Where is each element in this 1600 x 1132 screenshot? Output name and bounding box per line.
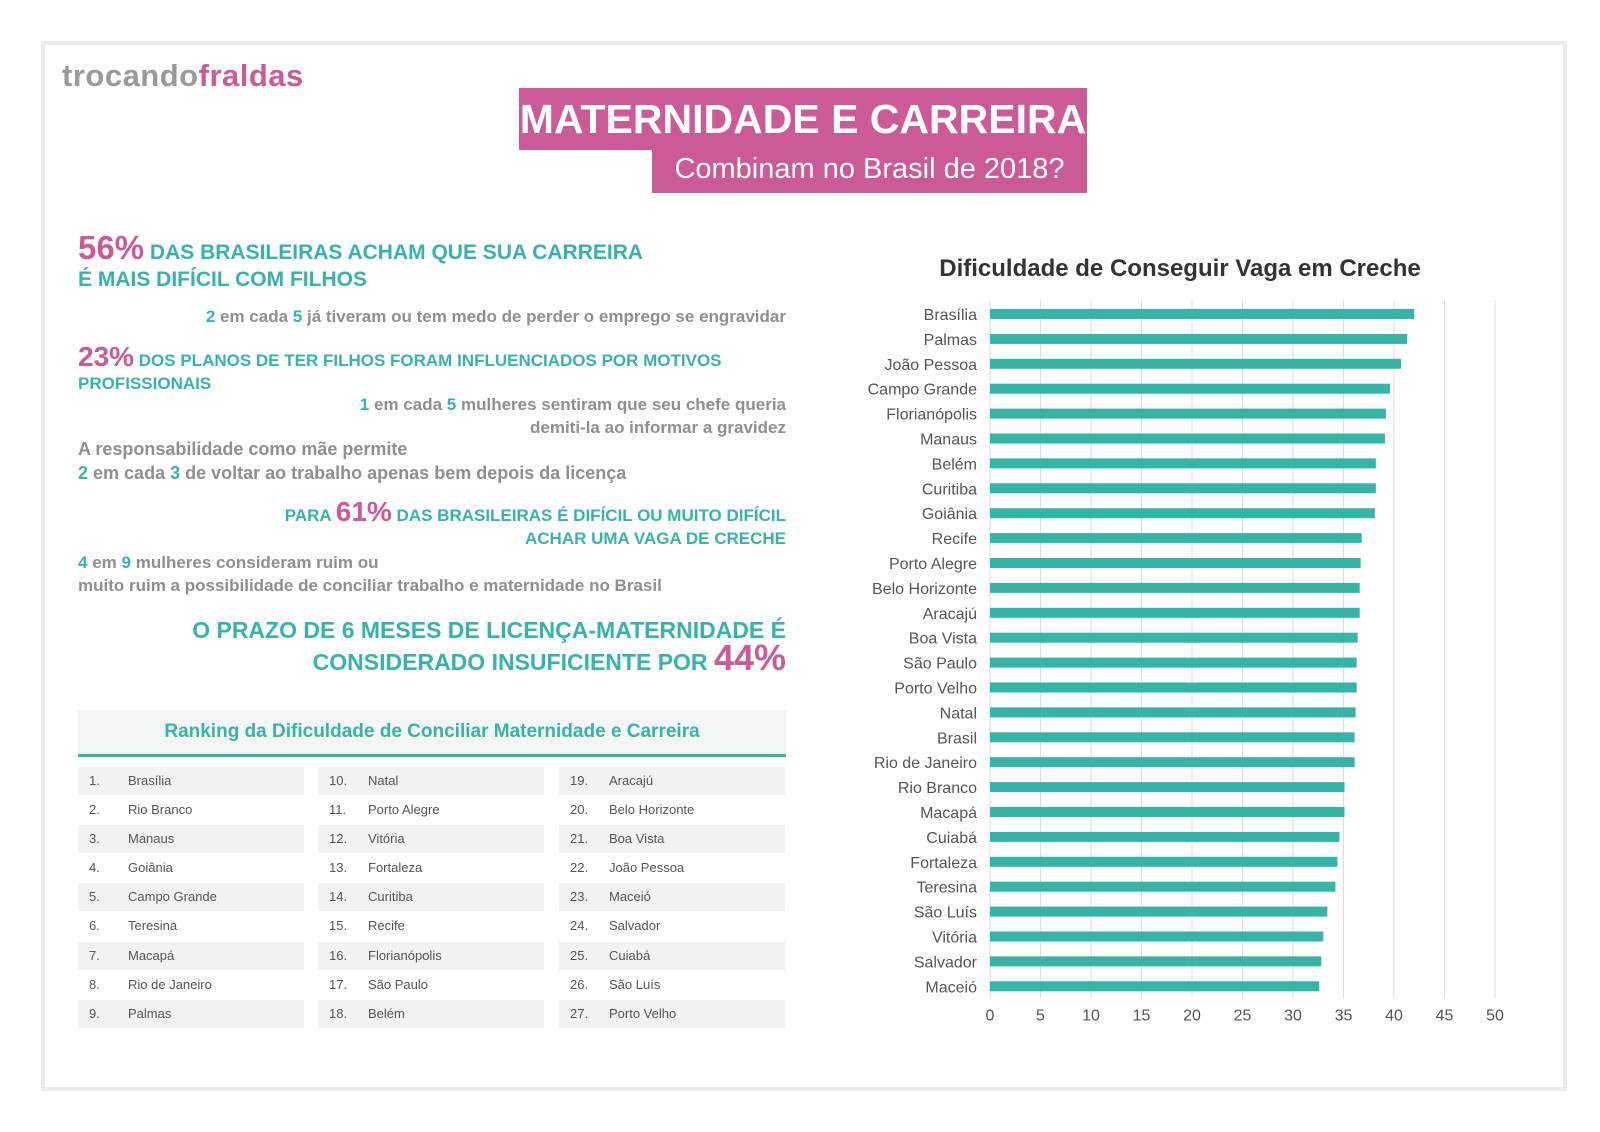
x-tick-label: 25 — [1233, 1007, 1252, 1025]
x-tick-label: 0 — [985, 1007, 995, 1025]
stat-number: 4 — [78, 553, 88, 572]
ranking-position: 13. — [329, 860, 348, 876]
bar — [990, 832, 1339, 842]
y-category-label: Belém — [931, 456, 977, 474]
x-tick-label: 5 — [1036, 1007, 1045, 1025]
y-category-label: Palmas — [923, 331, 977, 349]
ranking-city: Belo Horizonte — [609, 802, 695, 818]
y-category-label: Teresina — [916, 879, 977, 897]
ranking-city: Fortaleza — [368, 860, 423, 876]
stat-number: 5 — [446, 395, 457, 414]
bar — [990, 359, 1401, 369]
ranking-city: Brasília — [128, 773, 172, 788]
bar — [990, 932, 1323, 942]
ranking-position: 11. — [329, 802, 347, 818]
y-category-label: Macapá — [920, 805, 977, 822]
stat-text: DAS BRASILEIRAS ACHAM QUE SUA CARREIRA — [149, 241, 644, 264]
y-category-label: Rio Branco — [897, 780, 977, 798]
bar — [990, 483, 1376, 493]
y-category-label: São Luís — [913, 904, 977, 922]
page-subtitle: Combinam no Brasil de 2018? — [652, 145, 1087, 193]
stat-text: ACHAR UMA VAGA DE CRECHE — [525, 529, 786, 548]
y-category-label: Brasília — [923, 307, 977, 324]
chart-title: Dificuldade de Conseguir Vaga em Creche — [939, 255, 1421, 282]
ranking-position: 25. — [570, 947, 589, 963]
ranking-position: 20. — [570, 802, 589, 818]
stat-number: 3 — [170, 463, 181, 483]
ranking-position: 24. — [570, 918, 589, 934]
y-category-label: Porto Velho — [894, 680, 977, 698]
ranking-city: Florianópolis — [368, 947, 442, 963]
y-category-label: Florianópolis — [886, 406, 977, 424]
ranking-position: 14. — [329, 889, 348, 905]
bar — [990, 334, 1407, 344]
ranking-position: 3. — [89, 831, 100, 847]
bar — [990, 458, 1376, 468]
bar — [990, 757, 1355, 767]
ranking-city: São Luís — [609, 976, 661, 992]
ranking-position: 8. — [89, 976, 100, 992]
bar — [990, 807, 1345, 817]
stat-text: demiti-la ao informar a gravidez — [529, 418, 786, 437]
y-category-label: Belo Horizonte — [872, 580, 977, 598]
ranking-position: 6. — [89, 918, 100, 934]
ranking-city: Salvador — [609, 918, 661, 934]
ranking-city: Palmas — [128, 1005, 172, 1021]
ranking-city: Vitória — [368, 831, 405, 847]
bar — [990, 907, 1327, 917]
bar — [990, 956, 1321, 966]
stat-text: em cada — [220, 307, 289, 326]
x-tick-label: 30 — [1284, 1007, 1302, 1025]
bar — [990, 309, 1414, 319]
bar — [990, 608, 1360, 618]
stat-text: muito ruim a possibilidade de conciliar trabalho e maternidade no Brasil — [78, 576, 662, 595]
y-category-label: São Paulo — [903, 655, 977, 673]
ranking-city: Goiânia — [128, 860, 173, 876]
stat-text: em — [92, 553, 117, 572]
stat-text: mulheres sentiram que seu chefe queria — [460, 395, 786, 414]
ranking-city: Cuiabá — [609, 947, 651, 963]
stat-text: DAS BRASILEIRAS É DIFÍCIL OU MUITO DIFÍCIL — [396, 506, 786, 525]
bar — [990, 533, 1362, 543]
ranking-city: Aracajú — [609, 773, 654, 788]
stat-percent: 23% — [78, 341, 135, 372]
ranking-position: 10. — [329, 773, 348, 788]
x-tick-label: 45 — [1435, 1007, 1454, 1025]
stat-percent: 61% — [335, 496, 392, 527]
bar — [990, 732, 1355, 742]
ranking-position: 22. — [570, 860, 589, 876]
ranking-title: Ranking da Dificuldade de Conciliar Maternidade e Carreira — [78, 710, 786, 757]
ranking-position: 4. — [89, 860, 100, 876]
ranking-city: Rio Branco — [128, 802, 193, 818]
ranking-city: Teresina — [128, 918, 178, 934]
ranking-city: São Paulo — [368, 976, 428, 992]
bar — [990, 981, 1319, 991]
bar — [990, 857, 1337, 867]
ranking-city: Manaus — [128, 831, 175, 847]
stat-text: em cada — [93, 463, 166, 483]
ranking-position: 7. — [89, 947, 100, 963]
bar — [990, 683, 1357, 693]
ranking-city: Rio de Janeiro — [128, 976, 212, 992]
bar — [990, 583, 1360, 593]
stat-text: A responsabilidade como mãe permite — [78, 439, 408, 459]
ranking-city: Porto Velho — [609, 1005, 677, 1021]
y-category-label: Brasil — [936, 730, 977, 748]
bar — [990, 782, 1345, 792]
ranking-city: Boa Vista — [609, 831, 665, 847]
ranking-position: 19. — [570, 773, 589, 788]
ranking-city: Maceió — [609, 889, 651, 905]
bar — [990, 508, 1375, 518]
ranking-position: 9. — [89, 1005, 100, 1021]
stat-number: 9 — [121, 553, 131, 572]
bar — [990, 658, 1357, 668]
y-category-label: Salvador — [913, 954, 977, 972]
y-category-label: Cuiabá — [926, 829, 977, 847]
ranking-position: 26. — [570, 976, 589, 992]
page-title: MATERNIDADE E CARREIRA — [519, 88, 1087, 150]
y-category-label: Manaus — [920, 431, 977, 449]
stat-number: 2 — [78, 463, 89, 483]
ranking-city: Recife — [368, 918, 405, 934]
bar — [990, 633, 1358, 643]
ranking-position: 16. — [329, 947, 348, 963]
bar — [990, 882, 1335, 892]
y-category-label: Recife — [931, 531, 977, 549]
ranking-city: Curitiba — [368, 889, 413, 905]
ranking-position: 1. — [89, 773, 100, 788]
x-tick-label: 40 — [1385, 1007, 1403, 1025]
y-category-label: Maceió — [925, 979, 977, 997]
ranking-city: Belém — [368, 1005, 405, 1021]
stat-text: PARA — [284, 506, 332, 525]
x-tick-label: 20 — [1183, 1007, 1201, 1025]
x-tick-label: 15 — [1132, 1007, 1151, 1025]
bar — [990, 384, 1390, 394]
y-category-label: Campo Grande — [867, 381, 977, 399]
ranking-city: Natal — [368, 773, 399, 788]
y-category-label: Rio de Janeiro — [873, 755, 977, 773]
stat-text: DOS PLANOS DE TER FILHOS FORAM INFLUENCIADOS POR MOTIVOS PROFISSIONAIS — [78, 351, 722, 393]
y-category-label: Fortaleza — [910, 854, 977, 872]
y-category-label: Natal — [939, 705, 977, 723]
ranking-position: 17. — [329, 976, 348, 992]
y-category-label: Aracajú — [922, 605, 977, 623]
y-category-label: João Pessoa — [884, 356, 977, 374]
ranking-position: 21. — [570, 831, 589, 847]
stat-number: 2 — [205, 307, 216, 326]
bar — [990, 558, 1361, 568]
ranking-city: Campo Grande — [128, 889, 217, 905]
ranking-position: 18. — [329, 1005, 348, 1021]
bar — [990, 707, 1356, 717]
y-category-label: Boa Vista — [908, 630, 977, 648]
y-category-label: Vitória — [931, 929, 977, 947]
stat-text: de voltar ao trabalho apenas bem depois da licença — [185, 463, 627, 483]
stat-percent: 56% — [78, 229, 145, 266]
ranking-city: Porto Alegre — [368, 802, 440, 818]
stat-number: 1 — [359, 395, 370, 414]
stat-text: É MAIS DIFÍCIL COM FILHOS — [78, 268, 367, 291]
ranking-city: João Pessoa — [609, 860, 685, 876]
ranking-position: 5. — [89, 889, 100, 905]
stat-number: 5 — [292, 307, 303, 326]
ranking-position: 2. — [89, 802, 100, 818]
stat-text: já tiveram ou tem medo de perder o emprego se engravidar — [307, 307, 786, 326]
bar — [990, 434, 1385, 444]
stat-text: O PRAZO DE 6 MESES DE LICENÇA-MATERNIDADE É — [192, 617, 786, 643]
ranking-position: 27. — [570, 1005, 589, 1021]
y-category-label: Curitiba — [921, 481, 977, 499]
bar — [990, 409, 1386, 419]
logo-part2: fraldas — [198, 58, 304, 93]
x-tick-label: 10 — [1082, 1007, 1100, 1025]
ranking-city: Macapá — [128, 947, 175, 963]
stat-percent: 44% — [713, 637, 786, 678]
ranking-position: 12. — [329, 831, 348, 847]
ranking-position: 15. — [329, 918, 348, 934]
stat-text: em cada — [374, 395, 443, 414]
logo-part1: trocando — [62, 58, 199, 93]
stat-text: CONSIDERADO INSUFICIENTE POR — [312, 649, 708, 675]
y-category-label: Porto Alegre — [888, 556, 977, 573]
ranking-position: 23. — [570, 889, 589, 905]
y-category-label: Goiânia — [921, 506, 977, 524]
x-tick-label: 50 — [1486, 1007, 1504, 1025]
x-tick-label: 35 — [1334, 1007, 1353, 1025]
stat-text: mulheres consideram ruim ou — [135, 553, 379, 572]
